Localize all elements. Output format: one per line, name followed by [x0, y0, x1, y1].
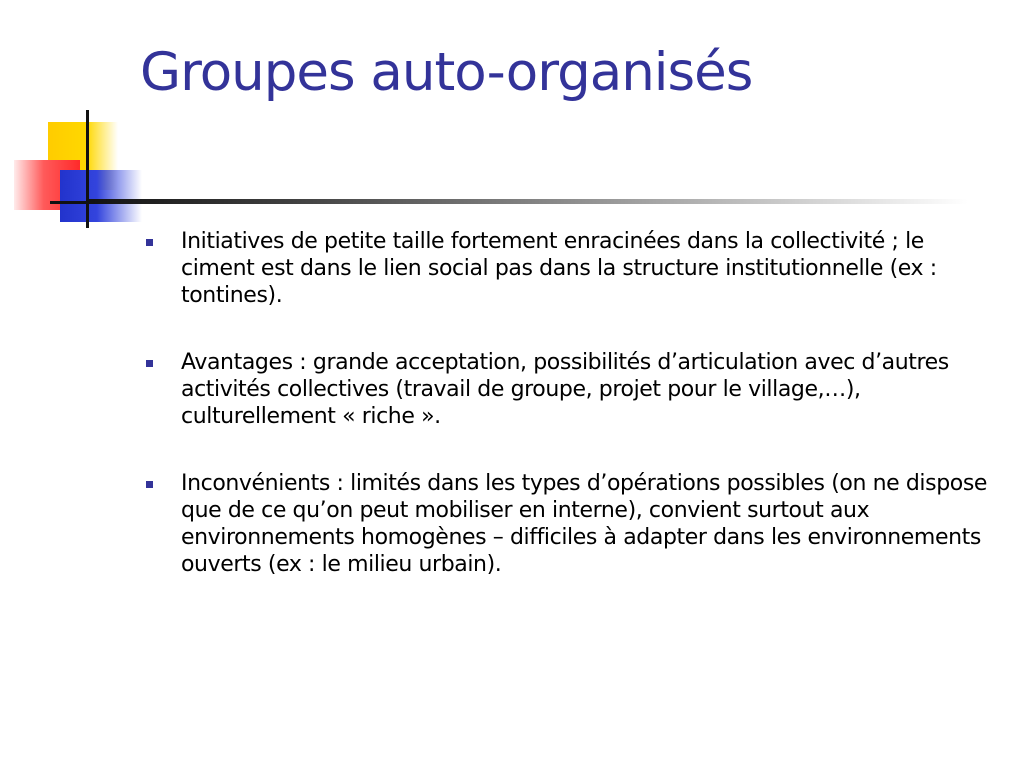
- square-bullet-icon: [146, 239, 153, 246]
- bullet-list: [146, 228, 996, 618]
- square-bullet-icon: [146, 360, 153, 367]
- vertical-line-shape: [86, 110, 89, 228]
- bullet-item: [146, 349, 996, 430]
- bullet-text: Initiatives de petite taille fortement enracinées dans la collectivité ; le ciment est dans le lien social pas dans la structure institutionnelle (ex : tontines).: [181, 229, 937, 308]
- bullet-text: Inconvénients : limités dans les types d’opérations possibles (on ne dispose que de ce qu’on peut mobiliser en interne), convient surtout aux environnements homogènes – difficiles à adapter dans les environnements ouverts (ex : le milieu urbain).: [181, 471, 988, 577]
- decorative-logo-icon: [0, 100, 150, 235]
- title-divider: [88, 199, 968, 204]
- square-bullet-icon: [146, 481, 153, 488]
- bullet-item: [146, 228, 996, 309]
- blue-square-shape: [60, 170, 142, 222]
- slide-title: Groupes auto-organisés: [140, 42, 753, 103]
- bullet-text: Avantages : grande acceptation, possibilités d’articulation avec d’autres activités collectives (travail de groupe, projet pour le village,…), culturellement « riche ».: [181, 350, 949, 429]
- bullet-item: [146, 470, 996, 578]
